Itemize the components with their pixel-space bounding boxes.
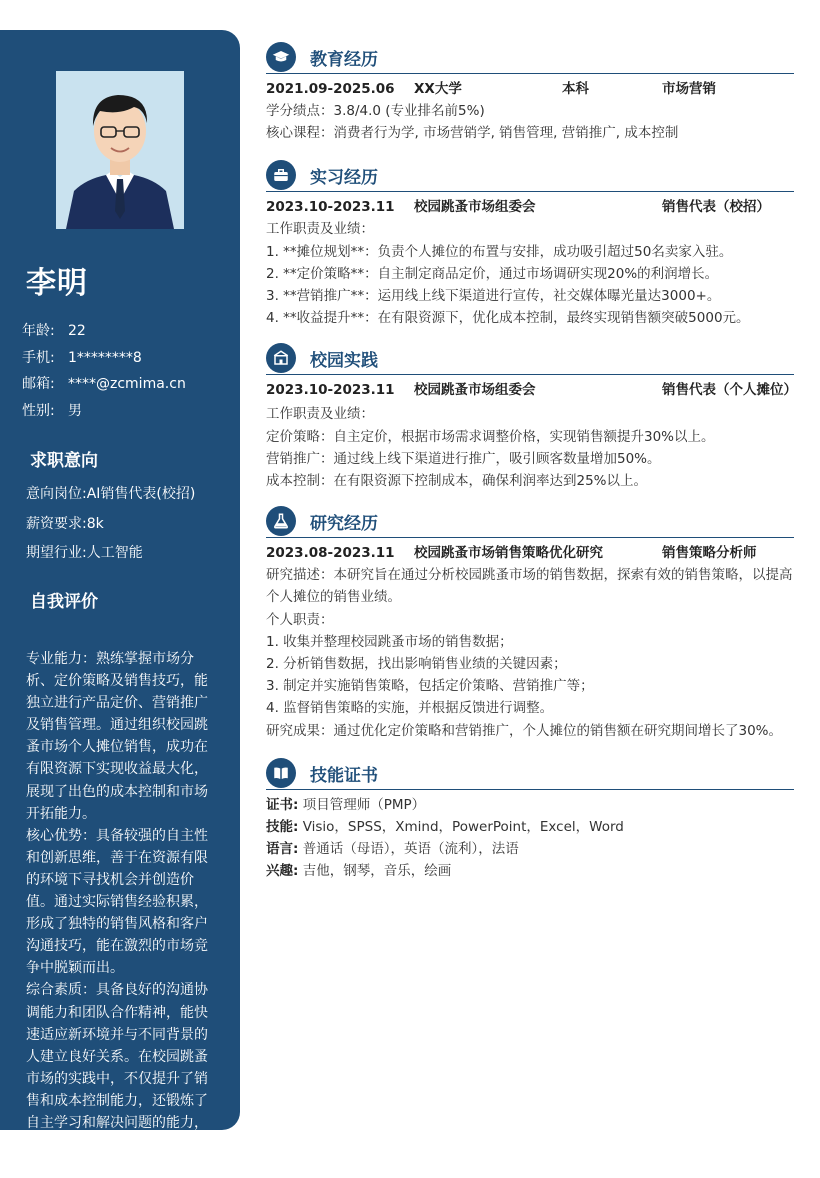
profile-photo xyxy=(56,71,184,229)
text-line: 4. 监督销售策略的实施，并根据反馈进行调整。 xyxy=(266,700,554,717)
section-title: 技能证书 xyxy=(310,765,378,786)
book-icon xyxy=(266,758,296,788)
text-line: 1. **摊位规划**：负责个人摊位的布置与安排，成功吸引超过50名卖家入驻。 xyxy=(266,243,733,260)
self-eval-paragraph: 专业能力：熟练掌握市场分析、定价策略及销售技巧，能独立进行产品定价、营销推广及销售管理。通过组织校园跳蚤市场个人摊位销售，成功在有限资源下实现收益最大化，展现了出色的成本控制和市场开拓能力。 xyxy=(26,651,208,822)
section-header xyxy=(266,341,794,375)
flask-icon xyxy=(266,506,296,536)
role: 销售代表（校招） xyxy=(662,199,770,216)
sidebar xyxy=(0,30,240,1176)
main-content xyxy=(266,40,797,883)
self-eval-text xyxy=(26,648,218,1178)
section-header xyxy=(266,756,794,790)
text-line: 成本控制：在有限资源下控制成本，确保利润率达到25%以上。 xyxy=(266,473,648,490)
section-header xyxy=(266,504,794,538)
text-line: 工作职责及业绩： xyxy=(266,221,374,238)
section-header xyxy=(266,40,794,74)
text-line: 研究成果：通过优化定价策略和营销推广，个人摊位的销售额在研究期间增长了30%。 xyxy=(266,722,783,739)
text-line: 2. 分析销售数据，找出影响销售业绩的关键因素； xyxy=(266,656,567,673)
text-line: 2. **定价策略**：自主制定商品定价，通过市场调研实现20%的利润增长。 xyxy=(266,265,719,282)
section-title: 研究经历 xyxy=(310,514,378,535)
info-email: 邮箱: ****@zcmima.cn xyxy=(22,376,186,392)
text-line: 工作职责及业绩： xyxy=(266,406,374,423)
skill-tools: 技能: Visio，SPSS，Xmind，PowerPoint，Excel，Word xyxy=(266,819,624,836)
skill-interest: 兴趣: 吉他，钢琴，音乐，绘画 xyxy=(266,863,452,880)
major: 市场营销 xyxy=(662,81,716,97)
section-education xyxy=(266,40,794,144)
self-eval-title: 自我评价 xyxy=(30,592,98,612)
organization: 校园跳蚤市场组委会 xyxy=(414,199,536,216)
intent-title: 求职意向 xyxy=(30,451,98,471)
person-portrait-icon xyxy=(56,71,184,229)
organization: 校园跳蚤市场组委会 xyxy=(414,382,536,399)
intent-salary: 薪资要求:8k xyxy=(26,515,104,532)
self-eval-paragraph: 核心优势：具备较强的自主性和创新思维，善于在资源有限的环境下寻找机会并创造价值。通过实际销售经验积累，形成了独特的销售风格和客户沟通技巧，能在激烈的市场竞争中脱颖而出。 xyxy=(26,827,208,977)
section-title: 实习经历 xyxy=(310,168,378,189)
section-header xyxy=(266,158,794,192)
skill-certificate: 证书: 项目管理师（PMP） xyxy=(266,796,426,813)
briefcase-icon xyxy=(266,160,296,190)
candidate-name: 李明 xyxy=(26,266,88,301)
project: 校园跳蚤市场销售策略优化研究 xyxy=(414,545,603,562)
basic-info xyxy=(22,318,232,424)
info-gender: 性别: 男 xyxy=(22,402,82,419)
text-line: 营销推广：通过线上线下渠道进行推广，吸引顾客数量增加50%。 xyxy=(266,450,661,467)
text-line: 个人职责： xyxy=(266,611,334,628)
education-row xyxy=(266,78,794,100)
school: XX大学 xyxy=(414,81,462,97)
info-age: 年龄: 22 xyxy=(22,323,86,339)
research-row xyxy=(266,542,794,564)
role: 销售策略分析师 xyxy=(662,545,757,562)
intent-position: 意向岗位:AI销售代表(校招) xyxy=(26,486,196,502)
period: 2021.09-2025.06 xyxy=(266,81,395,97)
text-line: 研究描述：本研究旨在通过分析校园跳蚤市场的销售数据，探索有效的销售策略，以提高个人摊位的销售业绩。 xyxy=(266,567,793,606)
skill-language: 语言: 普通话（母语），英语（流利），法语 xyxy=(266,841,519,858)
role: 销售代表（个人摊位） xyxy=(662,382,797,399)
section-research xyxy=(266,504,794,742)
text-line: 学分绩点：3.8/4.0 (专业排名前5%) xyxy=(266,103,485,119)
graduation-cap-icon xyxy=(266,42,296,72)
section-skills xyxy=(266,756,794,883)
campus-row xyxy=(266,379,797,401)
building-icon xyxy=(266,343,296,373)
period: 2023.10-2023.11 xyxy=(266,199,395,216)
text-line: 定价策略：自主定价，根据市场需求调整价格，实现销售额提升30%以上。 xyxy=(266,428,715,445)
degree: 本科 xyxy=(562,81,589,97)
period: 2023.08-2023.11 xyxy=(266,545,395,562)
period: 2023.10-2023.11 xyxy=(266,382,395,399)
text-line: 3. 制定并实施销售策略，包括定价策略、营销推广等； xyxy=(266,678,594,695)
job-intent xyxy=(26,480,236,569)
section-title: 教育经历 xyxy=(310,50,378,70)
text-line: 4. **收益提升**：在有限资源下，优化成本控制，最终实现销售额突破5000元。 xyxy=(266,310,750,327)
info-phone: 手机: 1********8 xyxy=(22,349,142,366)
text-line: 1. 收集并整理校园跳蚤市场的销售数据； xyxy=(266,633,513,650)
internship-row xyxy=(266,196,794,218)
text-line: 核心课程：消费者行为学, 市场营销学, 销售管理, 营销推广, 成本控制 xyxy=(266,125,679,142)
self-eval-paragraph: 综合素质：具备良好的沟通协调能力和团队合作精神，能快速适应新环境并与不同背景的人建立良好关系。在校园跳蚤市场的实践中，不仅提升了销售和成本控制能力，还锻炼了自主学习和解决问题的能力，培养了积极进取的心态和良好的工作习惯。 xyxy=(26,982,208,1176)
section-campus xyxy=(266,341,797,492)
section-internship xyxy=(266,158,794,329)
text-line: 3. **营销推广**：运用线上线下渠道进行宣传，社交媒体曝光量达3000+。 xyxy=(266,288,721,305)
section-title: 校园实践 xyxy=(310,351,378,372)
intent-industry: 期望行业:人工智能 xyxy=(26,545,143,561)
